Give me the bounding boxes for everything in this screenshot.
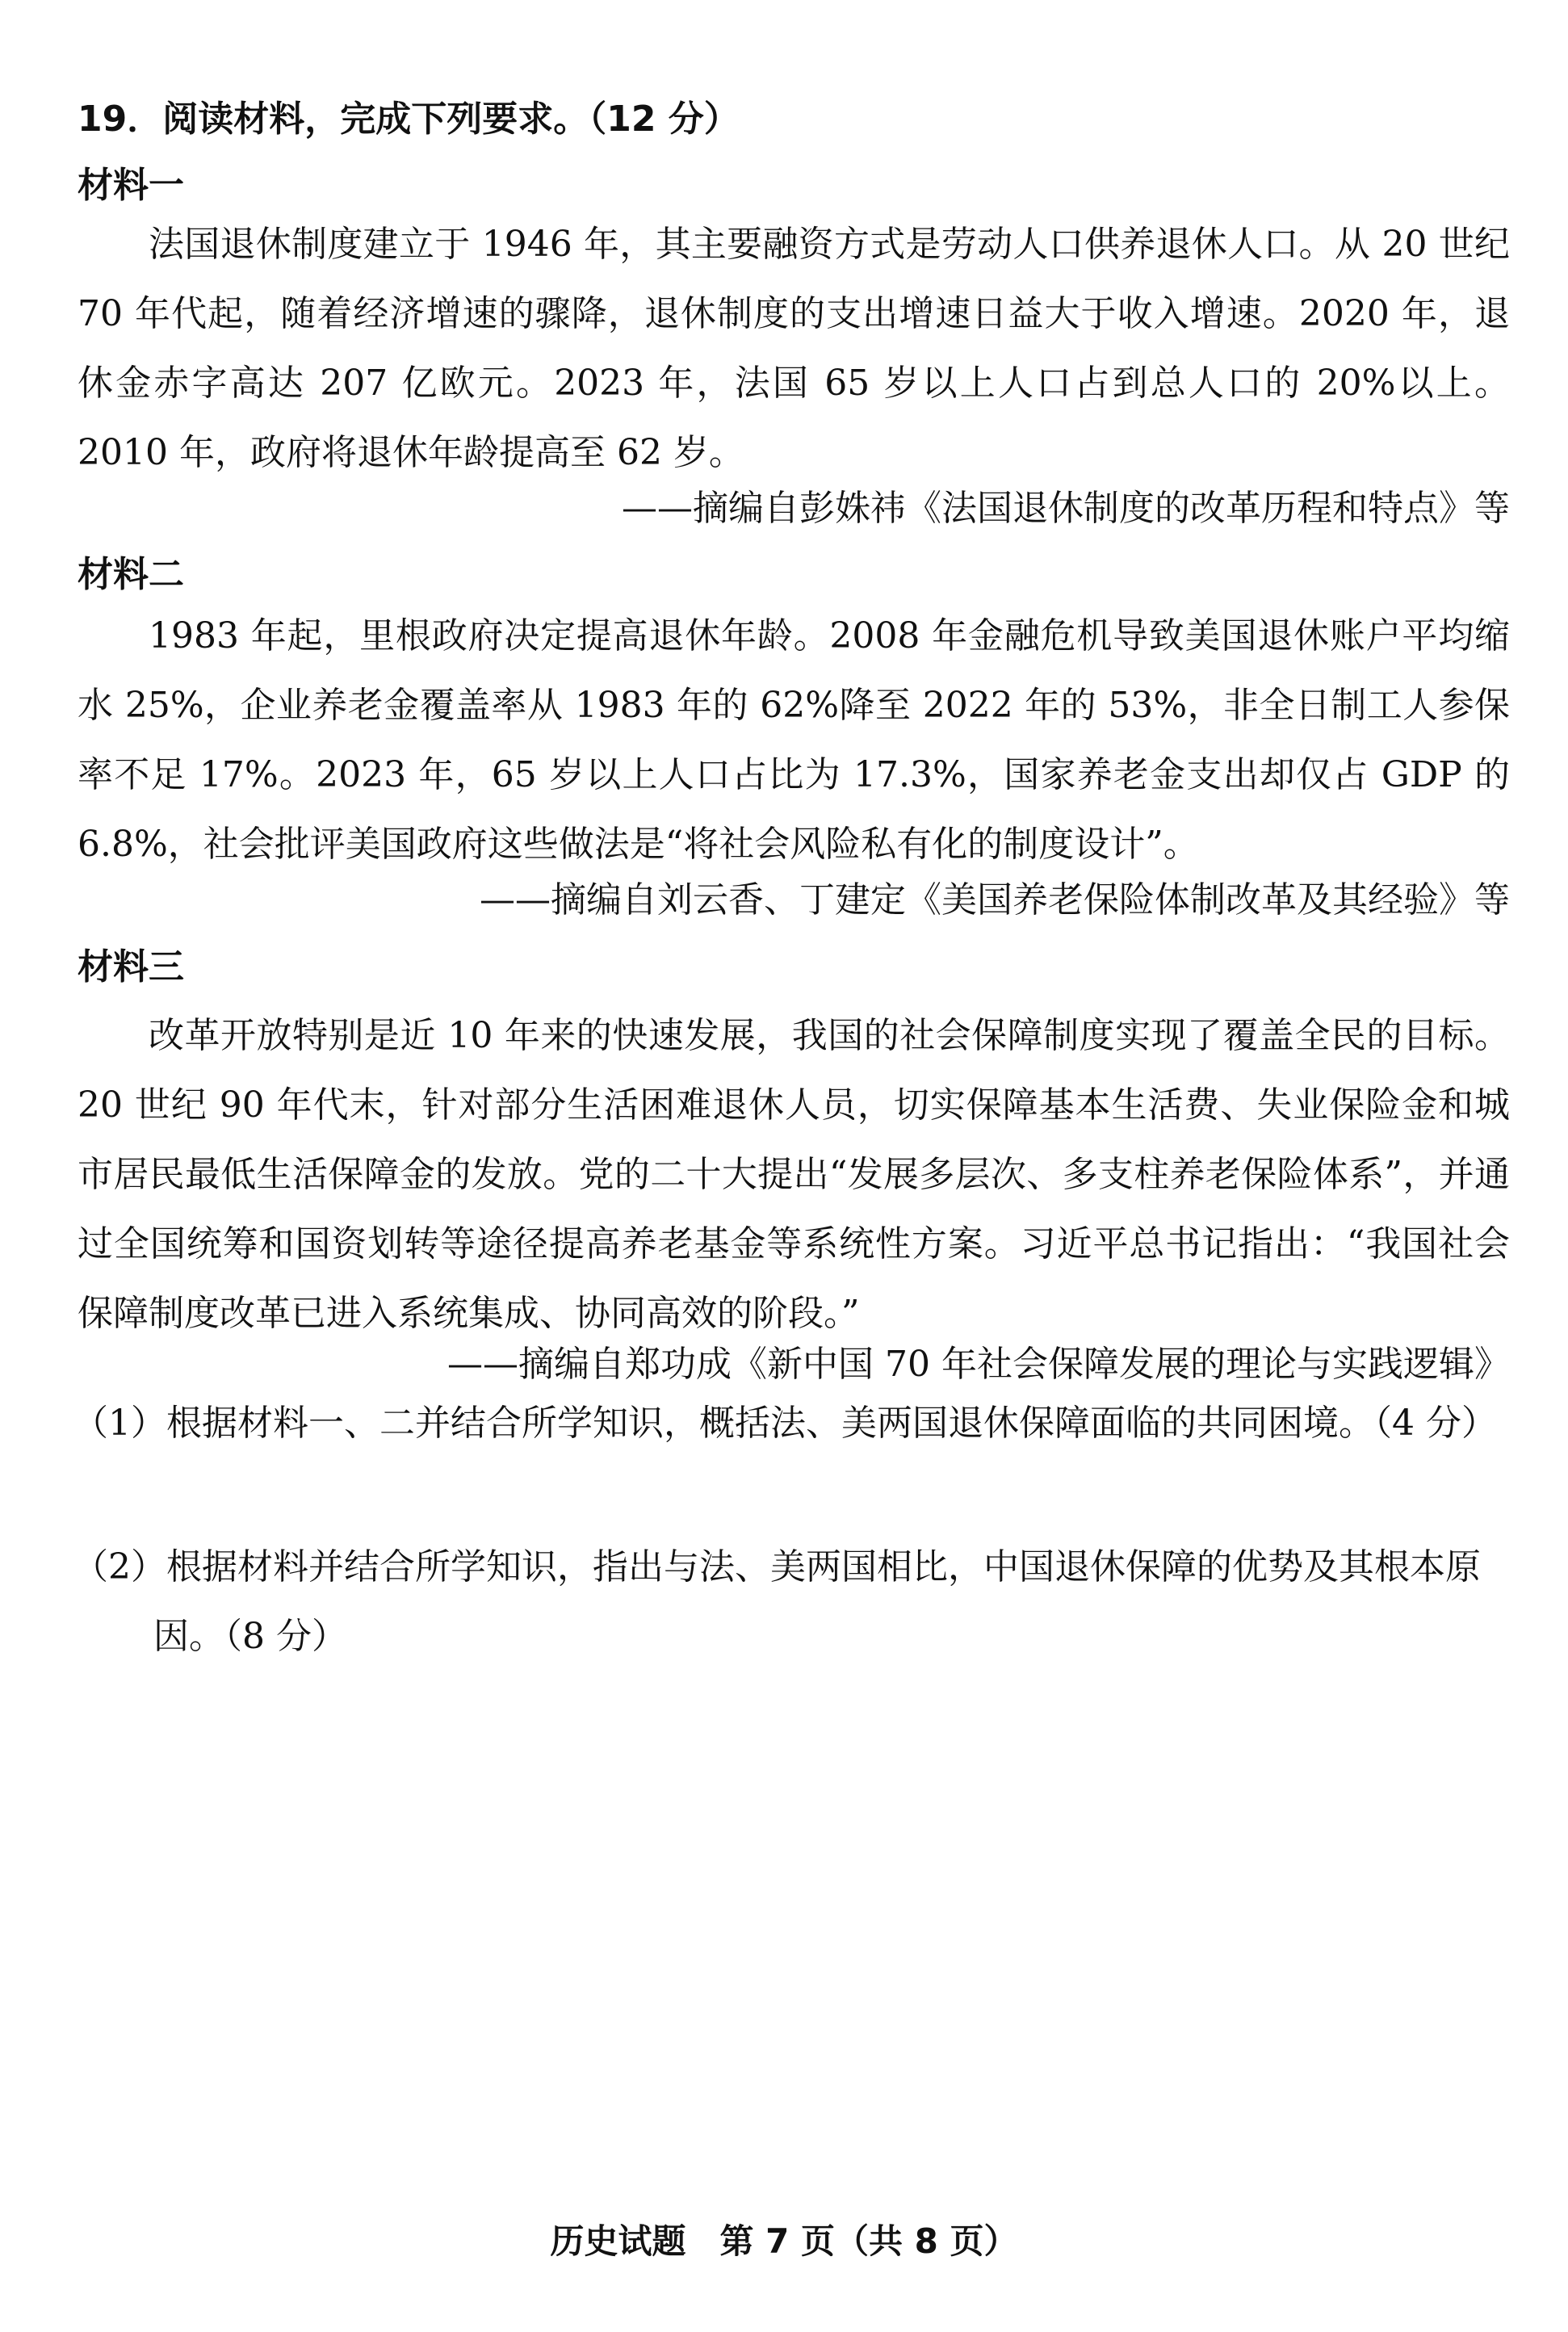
subquestion-1: （1）根据材料一、二并结合所学知识，概括法、美两国退休保障面临的共同困境。（4 分） — [73, 1403, 1497, 1444]
material-2-source: ——摘编自刘云香、丁建定《美国养老保险体制改革及其经验》等 — [480, 879, 1510, 921]
material-2-label: 材料二 — [78, 554, 184, 595]
material-1-text: 法国退休制度建立于 1946 年，其主要融资方式是劳动人口供养退休人口。从 20 世纪 70 年代起，随着经济增速的骤降，退休制度的支出增速日益大于收入增速。2020 年，退休金赤字高达 207 亿欧元。2023 年，法国 65 岁以上人口占到总人口的 20%以上。2010 年，政府将退休年龄提高至 62 岁。 — [78, 224, 1510, 473]
material-3-source: ——摘编自郑功成《新中国 70 年社会保障发展的理论与实践逻辑》 — [447, 1344, 1510, 1385]
material-3-text: 改革开放特别是近 10 年来的快速发展，我国的社会保障制度实现了覆盖全民的目标。20 世纪 90 年代末，针对部分生活困难退休人员，切实保障基本生活费、失业保险金和城市居民最低生活保障金的发放。党的二十大提出“发展多层次、多支柱养老保险体系”，并通过全国统筹和国资划转等途径提高养老基金等系统性方案。习近平总书记指出：“我国社会保障制度改革已进入系统集成、协同高效的阶段。” — [78, 1015, 1510, 1334]
material-3-label: 材料三 — [78, 946, 184, 988]
page-footer: 历史试题 第 7 页（共 8 页） — [550, 2221, 1018, 2261]
material-1-label: 材料一 — [78, 165, 184, 206]
material-1-source: ——摘编自彭姝祎《法国退休制度的改革历程和特点》等 — [622, 488, 1510, 529]
question-title: 19．阅读材料，完成下列要求。（12 分） — [78, 99, 740, 140]
material-2-text: 1983 年起，里根政府决定提高退休年龄。2008 年金融危机导致美国退休账户平均缩水 25%，企业养老金覆盖率从 1983 年的 62%降至 2022 年的 53%，非全日制工人参保率不足 17%。2023 年，65 岁以上人口占比为 17.3%，国家养老金支出却仅占 GDP 的 6.8%，社会批评美国政府这些做法是“将社会风险私有化的制度设计”。 — [78, 615, 1510, 865]
subquestion-2: （2）根据材料并结合所学知识，指出与法、美两国相比，中国退休保障的优势及其根本原因。（8 分） — [73, 1546, 1481, 1657]
